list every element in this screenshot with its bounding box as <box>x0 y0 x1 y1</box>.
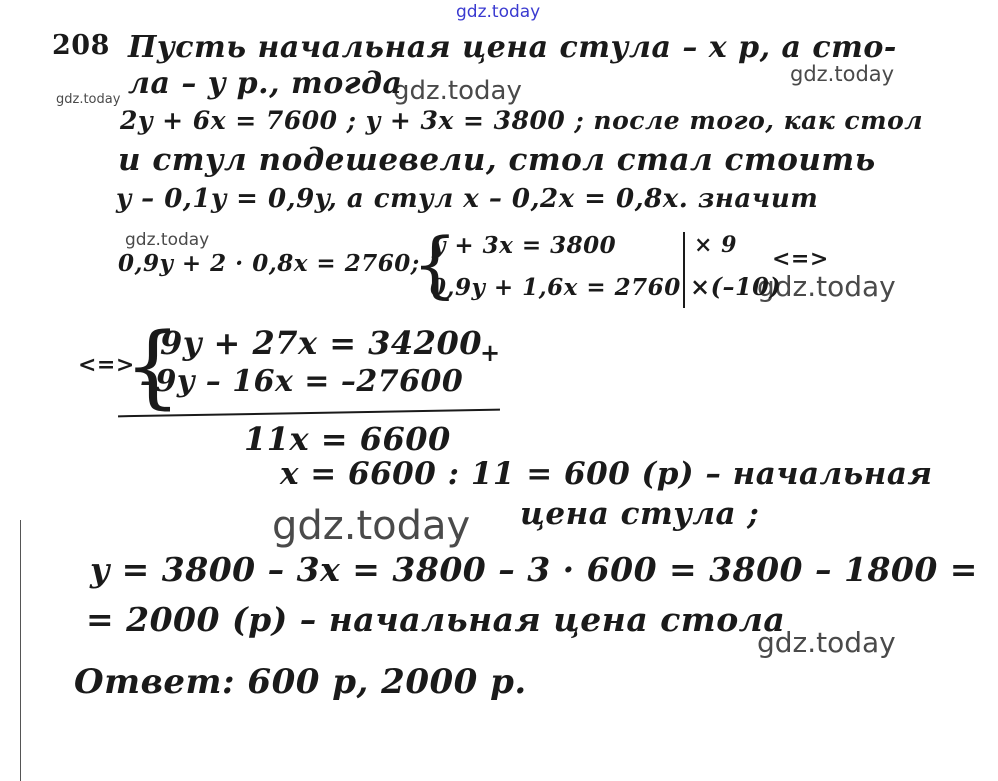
problem-number: 208 <box>52 30 110 61</box>
y-solution: y = 3800 – 3x = 3800 – 3 · 600 = 3800 – 1800 = <box>90 550 978 589</box>
equivalence-sign-1: <=> <box>772 246 829 272</box>
multiplier-2: ×(–10) <box>690 272 782 301</box>
watermark-right-1: gdz.today <box>790 62 895 86</box>
text-line-5: y – 0,1y = 0,9y, а стул x – 0,2x = 0,8x. значит <box>116 184 819 214</box>
text-line-4: и стул подешевели, стол стал стоить <box>118 142 876 178</box>
x-solution-continued: цена стула ; <box>520 496 760 532</box>
plus-sign: + <box>480 338 501 367</box>
system-2-equation-2: –9y – 16x = –27600 <box>140 364 464 399</box>
watermark-center-1: gdz.today <box>393 76 522 106</box>
system-2-equation-1: 9y + 27x = 34200 <box>160 324 482 362</box>
multiplier-divider <box>683 232 685 308</box>
y-solution-continued: = 2000 (р) – начальная цена стола <box>86 600 786 639</box>
text-line-3: 2y + 6x = 7600 ; y + 3x = 3800 ; после того, как стол <box>120 106 924 135</box>
system-1-equation-2: 0,9y + 1,6x = 2760 <box>430 274 681 301</box>
text-line-2: ла – y р., тогда <box>128 66 403 101</box>
system-brace-2: { <box>124 314 182 419</box>
system-1-equation-1: y + 3x = 3800 <box>432 232 617 259</box>
watermark-small-left: gdz.today <box>56 92 121 107</box>
sum-result: 11x = 6600 <box>244 420 451 458</box>
system-brace-1: { <box>412 222 458 306</box>
multiplier-1: × 9 <box>694 232 737 258</box>
equivalence-sign-2: <=> <box>78 352 135 378</box>
page-edge-line <box>20 520 21 781</box>
watermark-right-3: gdz.today <box>757 626 896 659</box>
watermark-left-2: gdz.today <box>125 230 210 250</box>
answer-line: Ответ: 600 р, 2000 р. <box>74 662 527 702</box>
watermark-top: gdz.today <box>456 2 541 22</box>
text-line-6: 0,9y + 2 · 0,8x = 2760; <box>118 250 420 277</box>
watermark-center-big: gdz.today <box>272 503 471 549</box>
text-line-1: Пусть начальная цена стула – x р, а сто- <box>128 30 897 65</box>
x-solution: x = 6600 : 11 = 600 (р) – начальная <box>280 456 933 492</box>
watermark-right-2: gdz.today <box>757 270 896 303</box>
